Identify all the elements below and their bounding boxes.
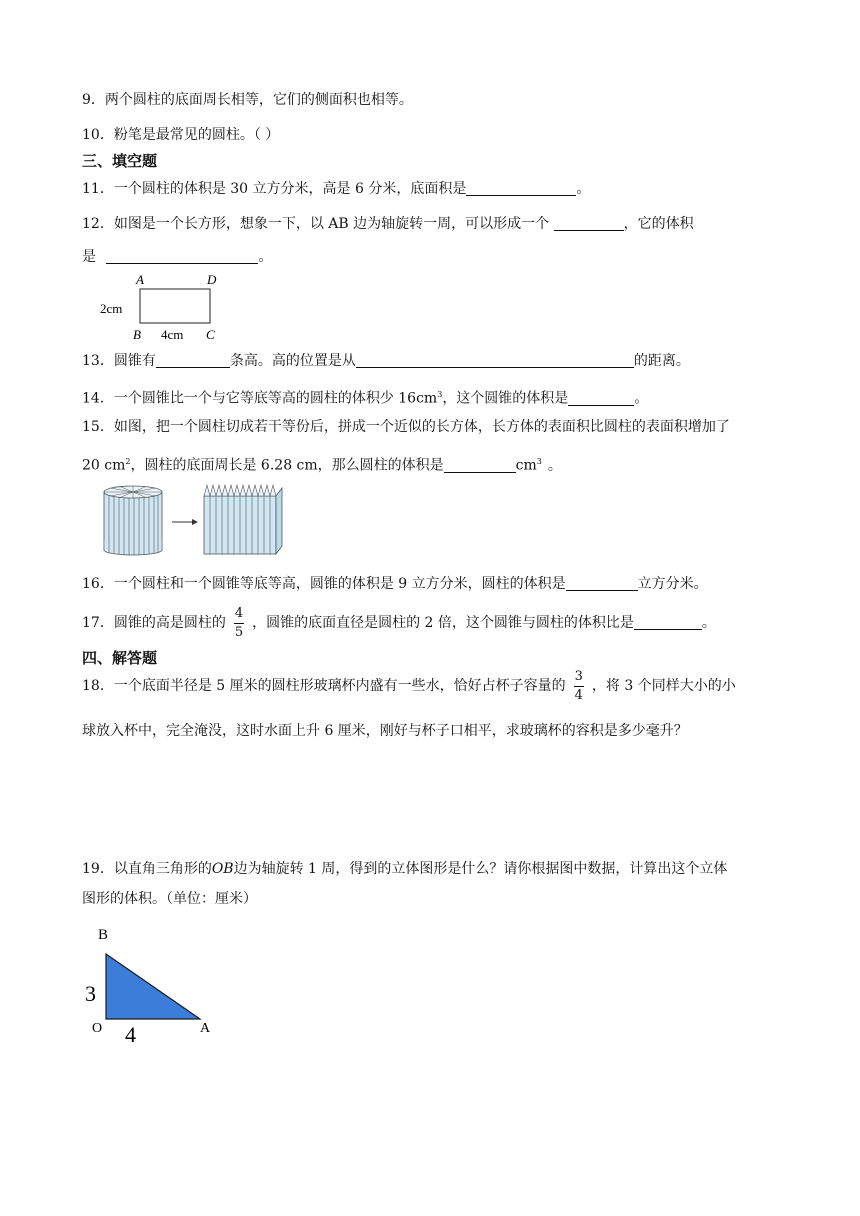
answer-blank[interactable] bbox=[356, 353, 634, 368]
question-12-line2 bbox=[82, 248, 272, 266]
q-text: 如图，把一个圆柱切成若干等份后，拼成一个近似的长方体，长方体的表面积比圆柱的表面积增加了 bbox=[113, 419, 730, 435]
fraction-numerator: 3 bbox=[574, 670, 584, 687]
q-number: 13． bbox=[82, 353, 114, 369]
q-text: 。 bbox=[258, 249, 273, 265]
answer-blank[interactable] bbox=[106, 249, 258, 264]
vertex-label-a: A bbox=[200, 1021, 211, 1036]
question-14 bbox=[82, 386, 648, 408]
q-text: 一个圆柱的体积是 30 立方分米，高是 6 分米，底面积是 bbox=[113, 181, 467, 197]
right-triangle-figure bbox=[82, 922, 222, 1044]
superscript: 2 bbox=[125, 457, 131, 466]
question-18 bbox=[82, 668, 736, 704]
base-label: 4 bbox=[125, 1022, 136, 1044]
vertex-label-b: B bbox=[98, 927, 109, 943]
answer-blank[interactable] bbox=[568, 391, 634, 406]
q-text: 一个圆锥比一个与它等底等高的圆柱的体积少 16cm bbox=[113, 390, 438, 407]
answer-blank[interactable] bbox=[466, 181, 576, 196]
answer-blank[interactable] bbox=[156, 353, 230, 368]
question-18-line2: 球放入杯中，完全淹没，这时水面上升 6 厘米，刚好与杯子口相平，求玻璃杯的容积是多少毫升？ bbox=[82, 723, 688, 739]
q-number: 12． bbox=[82, 216, 114, 232]
q-text: 是 bbox=[82, 249, 96, 265]
vertex-label-o: O bbox=[92, 1021, 103, 1036]
vertex-label-d: D bbox=[207, 272, 217, 287]
q-number: 10． bbox=[82, 127, 114, 143]
q-text: 条高。高的位置是从 bbox=[229, 353, 356, 369]
q-text: ，这个圆锥的体积是 bbox=[442, 390, 569, 407]
bottom-length-label: 4cm bbox=[161, 327, 184, 342]
vertex-label-b: B bbox=[133, 327, 141, 342]
q-number: 19． bbox=[82, 861, 114, 877]
q-text: ，将 3 个同样大小的小 bbox=[591, 678, 736, 694]
superscript: 3 bbox=[536, 457, 542, 466]
side-length-label: 2cm bbox=[100, 301, 123, 316]
vertex-label-a: A bbox=[136, 272, 144, 287]
q-number: 14． bbox=[82, 390, 114, 407]
q-text: 圆锥的高是圆柱的 bbox=[113, 615, 226, 631]
answer-blank[interactable] bbox=[634, 615, 702, 630]
q-text: 。 bbox=[576, 181, 591, 197]
answer-blank[interactable] bbox=[566, 576, 638, 591]
section-heading-solve: 四、解答题 bbox=[82, 649, 158, 667]
question-13 bbox=[82, 352, 690, 370]
q-text: 一个圆柱和一个圆锥等底等高，圆锥的体积是 9 立方分米，圆柱的体积是 bbox=[113, 576, 566, 592]
q-number: 18． bbox=[82, 678, 114, 694]
fraction bbox=[234, 607, 244, 640]
q-text: 两个圆柱的底面周长相等，它们的侧面积也相等。 bbox=[104, 92, 413, 108]
superscript: 3 bbox=[437, 390, 443, 399]
rectangle-shape bbox=[140, 289, 210, 323]
rectangle-figure bbox=[98, 270, 228, 342]
fraction-numerator: 4 bbox=[234, 607, 244, 624]
answer-blank[interactable] bbox=[444, 458, 516, 473]
q-text: 20 cm bbox=[82, 457, 126, 474]
section-heading-fill-blank: 三、填空题 bbox=[82, 152, 158, 170]
fraction bbox=[574, 670, 584, 703]
q-text: 粉笔是最常见的圆柱。（ ） bbox=[113, 127, 280, 143]
unit-text: cm bbox=[515, 457, 537, 474]
question-15 bbox=[82, 418, 730, 436]
q-text: 立方分米。 bbox=[637, 576, 708, 592]
question-19-line2: 图形的体积。（单位：厘米） bbox=[82, 891, 257, 907]
q-text: 以直角三角形的 bbox=[113, 861, 212, 877]
question-11 bbox=[82, 180, 590, 198]
q-number: 15． bbox=[82, 419, 114, 435]
q-number: 11． bbox=[82, 181, 114, 197]
q-text: ，它的体积 bbox=[623, 216, 694, 232]
q-text-italic: OB bbox=[211, 861, 234, 877]
q-text: 如图是一个长方形，想象一下，以 AB 边为轴旋转一周，可以形成一个 bbox=[113, 216, 550, 232]
q-text: 。 bbox=[701, 615, 716, 631]
arrow-icon bbox=[172, 519, 198, 525]
question-10 bbox=[82, 126, 279, 144]
cylinder-drawing bbox=[104, 486, 162, 555]
q-text: 。 bbox=[547, 457, 562, 474]
question-12 bbox=[82, 215, 694, 233]
answer-blank[interactable] bbox=[554, 216, 624, 231]
q-number: 16． bbox=[82, 576, 114, 592]
vertex-label-c: C bbox=[206, 327, 215, 342]
q-number: 9． bbox=[82, 92, 105, 108]
q-text: 一个底面半径是 5 厘米的圆柱形玻璃杯内盛有一些水，恰好占杯子容量的 bbox=[113, 678, 566, 694]
triangle-shape bbox=[106, 954, 200, 1019]
q-number: 17． bbox=[82, 615, 114, 631]
question-19 bbox=[82, 860, 727, 878]
question-16 bbox=[82, 575, 708, 593]
q-text: 边为轴旋转 1 周，得到的立体图形是什么？请你根据图中数据，计算出这个立体 bbox=[233, 861, 728, 877]
q-text: ，圆柱的底面周长是 6.28 cm，那么圆柱的体积是 bbox=[130, 457, 444, 474]
height-label: 3 bbox=[85, 981, 96, 1006]
fraction-denominator: 5 bbox=[234, 624, 244, 640]
question-9 bbox=[82, 91, 413, 109]
q-text: 的距离。 bbox=[633, 353, 690, 369]
cuboid-drawing bbox=[204, 485, 282, 554]
cylinder-to-cuboid-figure bbox=[100, 482, 286, 558]
fraction-denominator: 4 bbox=[574, 687, 583, 703]
question-15-line2 bbox=[82, 453, 562, 475]
question-17 bbox=[82, 605, 716, 641]
q-text: ，圆锥的底面直径是圆柱的 2 倍，这个圆锥与圆柱的体积比是 bbox=[252, 615, 634, 631]
q-text: 圆锥有 bbox=[113, 353, 156, 369]
q-text: 。 bbox=[634, 390, 649, 407]
